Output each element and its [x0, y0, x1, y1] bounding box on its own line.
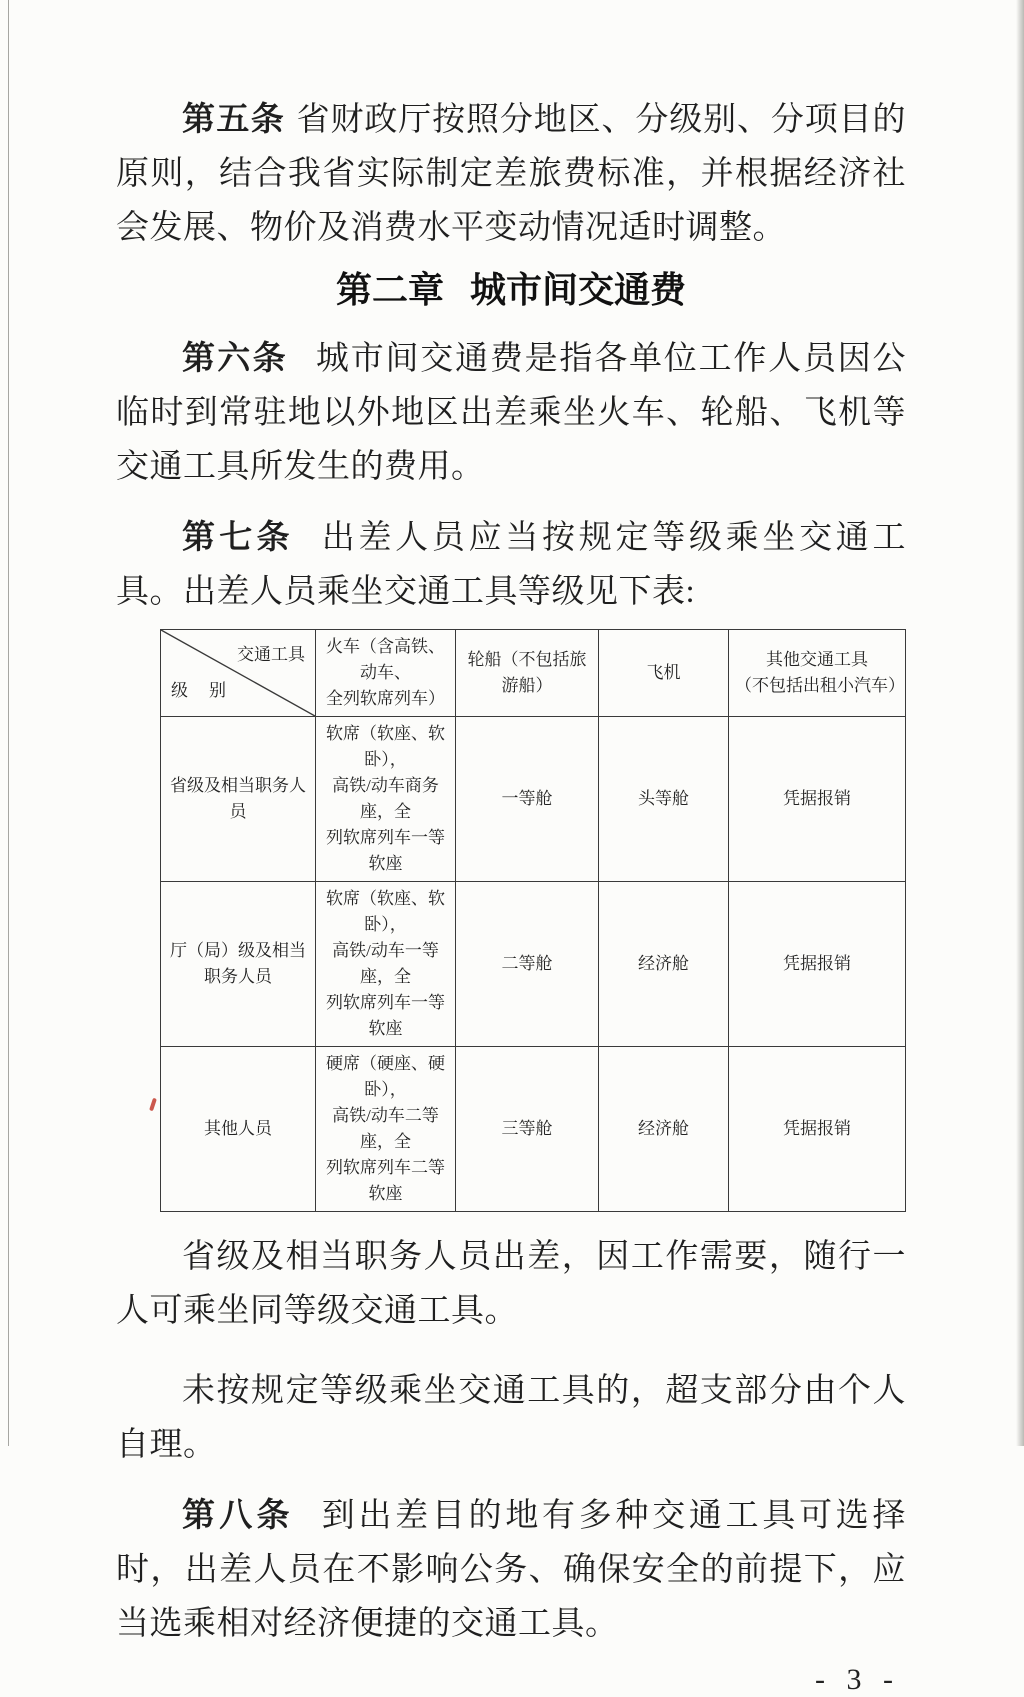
article-7-label: 第七条 [182, 518, 294, 555]
other-cell: 凭据报销 [729, 1047, 906, 1212]
article-5-label: 第五条 [182, 100, 286, 137]
train-cell-line2: 高铁/动车商务座，全 [332, 776, 439, 821]
paragraph-article-8 [116, 1488, 906, 1651]
paragraph-overspend-rule: 未按规定等级乘坐交通工具的，超支部分由个人自理。 [116, 1373, 906, 1463]
train-cell-line2: 高铁/动车一等座，全 [332, 941, 439, 986]
scan-shadow-right [1016, 0, 1024, 1446]
article-6-label: 第六条 [182, 339, 288, 376]
chapter-2-heading [116, 265, 906, 315]
ship-cell: 一等舱 [456, 717, 599, 882]
corner-label-transport: 交通工具 [237, 645, 305, 664]
document-content [116, 0, 906, 1697]
train-cell-line3: 列软席列车一等软座 [326, 993, 445, 1038]
train-cell-line1: 软席（软座、软卧）， [326, 724, 445, 769]
chapter-number: 第二章 [335, 269, 444, 310]
paragraph-article-5 [116, 92, 906, 255]
article-7-text: 出差人员应当按规定等级乘坐交通工具。出差人员乘坐交通工具等级见下表: [116, 520, 907, 610]
grade-cell: 省级及相当职务人员 [161, 717, 316, 882]
column-header-plane [599, 630, 729, 717]
plane-cell: 头等舱 [599, 717, 729, 882]
train-cell [316, 882, 456, 1047]
column-header-plane-line1: 飞机 [646, 663, 681, 682]
train-cell-line1: 软席（软座、软卧）， [326, 889, 445, 934]
scan-edge-line [8, 0, 9, 1446]
ship-cell: 三等舱 [456, 1047, 599, 1212]
train-cell [316, 717, 456, 882]
paragraph-companion-rule: 省级及相当职务人员出差，因工作需要，随行一人可乘坐同等级交通工具。 [116, 1239, 906, 1329]
transport-grade-table [160, 629, 906, 1212]
article-6-text: 城市间交通费是指各单位工作人员因公临时到常驻地以外地区出差乘坐火车、轮船、飞机等交通工具所发生的费用。 [116, 341, 907, 485]
chapter-title: 城市间交通费 [470, 269, 687, 310]
page-number: - 3 - [815, 1663, 900, 1696]
article-8-label: 第八条 [182, 1496, 294, 1533]
table-row-provincial [161, 717, 906, 882]
column-header-ship-line1: 轮船（不包括旅游船） [467, 650, 587, 695]
column-header-train-line1: 火车（含高铁、动车、 [326, 637, 445, 682]
plane-cell: 经济舱 [599, 882, 729, 1047]
paragraph-article-6 [116, 331, 906, 494]
table-row-bureau [161, 882, 906, 1047]
column-header-other-line2: （不包括出租小汽车） [735, 676, 905, 695]
grade-cell: 厅（局）级及相当职务人员 [161, 882, 316, 1047]
train-cell-line2: 高铁/动车二等座，全 [332, 1106, 439, 1151]
paragraph-article-7 [116, 510, 906, 619]
corner-header-cell [161, 630, 316, 717]
train-cell-line3: 列软席列车一等软座 [326, 828, 445, 873]
other-cell: 凭据报销 [729, 717, 906, 882]
plane-cell: 经济舱 [599, 1047, 729, 1212]
train-cell-line1: 硬席（硬座、硬卧）， [326, 1054, 445, 1099]
grade-cell: 其他人员 [161, 1047, 316, 1212]
train-cell [316, 1047, 456, 1212]
column-header-train-line2: 全列软席列车） [326, 689, 445, 708]
column-header-train [316, 630, 456, 717]
article-8-text: 到出差目的地有多种交通工具可选择时，出差人员在不影响公务、确保安全的前提下，应当选乘相对经济便捷的交通工具。 [116, 1498, 907, 1642]
column-header-ship [456, 630, 599, 717]
ship-cell: 二等舱 [456, 882, 599, 1047]
train-cell-line3: 列软席列车二等软座 [326, 1158, 445, 1203]
table-row-others [161, 1047, 906, 1212]
column-header-other-line1: 其他交通工具 [766, 650, 868, 669]
table-header-row [161, 630, 906, 717]
article-5-text: 省财政厅按照分地区、分级别、分项目的原则，结合我省实际制定差旅费标准，并根据经济社会发展、物价及消费水平变动情况适时调整。 [116, 102, 907, 246]
column-header-other [729, 630, 906, 717]
other-cell: 凭据报销 [729, 882, 906, 1047]
corner-label-grade: 级 别 [171, 681, 228, 700]
